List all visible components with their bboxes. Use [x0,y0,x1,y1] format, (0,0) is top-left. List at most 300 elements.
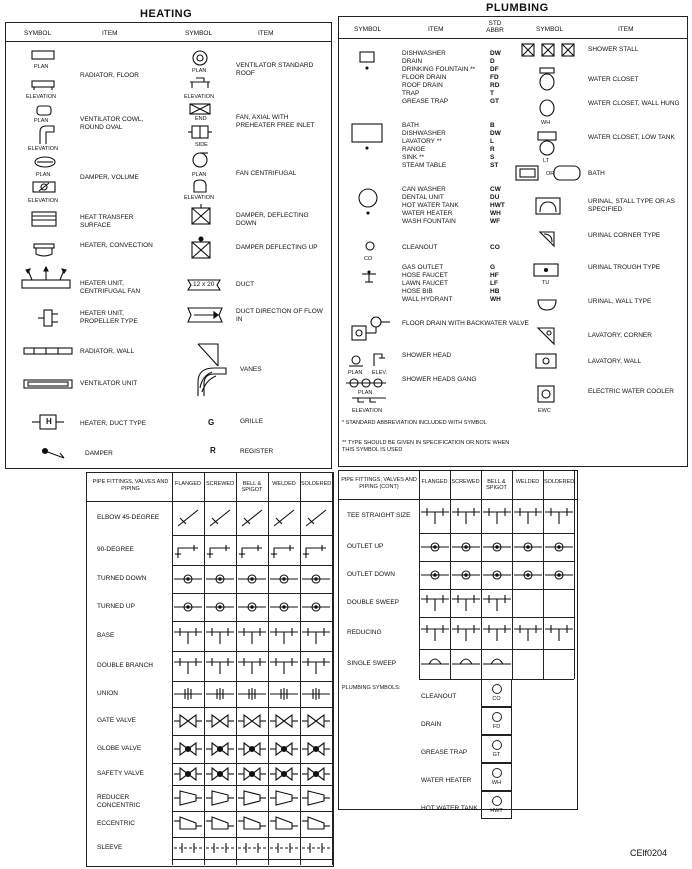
electric-water-cooler-icon [536,384,558,406]
fitting-tee-icon [450,593,482,613]
fittings-left-row-label: DOUBLE BRANCH [97,662,153,669]
fitting-circle-icon [419,537,451,557]
plumbing-item: FLOOR DRAIN [402,74,447,81]
plumbing-item-urinal-stall: URINAL, STALL TYPE OR AS SPECIFIED [588,198,675,213]
fitting-circle-icon [512,537,544,557]
lavatory-corner-icon [536,326,558,346]
plumbing-abbr: DU [490,194,500,201]
can-washer-circle-icon [354,186,382,218]
fitting-circle-icon [481,565,513,585]
fittings-row-rule [172,681,333,682]
plumbing-abbr: B [490,122,495,129]
fitting-tee-icon [172,626,204,646]
urinal-trough-icon [532,262,560,278]
fitting-diag-icon [300,508,332,528]
or-label: OR [546,171,555,177]
fitting-globe-icon [236,764,268,784]
plumbing-abbr: G [490,264,496,271]
plan-label: PLAN [36,172,51,178]
fan-centrifugal-elevation-icon [188,178,212,194]
heating-item-damper-volume: DAMPER, VOLUME [80,174,139,181]
fittings-left-col-header: SCREWED [205,481,235,487]
radiator-wall-icon [22,346,78,356]
fitting-diag-icon [204,508,236,528]
plumbing-item-bath: BATH [588,170,605,177]
fitting-tee-icon [481,506,513,526]
plumbing-item: CLEANOUT [402,244,438,251]
fitting-reducer-icon [204,788,236,808]
ventilator-unit-icon [22,378,78,390]
plumbing-abbr: S [490,154,495,161]
plumbing-symbols-label: PLUMBING SYMBOLS: [342,685,401,691]
elevation-label: ELEVATION [184,94,215,100]
plumbing-symbol-icon [492,796,502,806]
heater-convection-icon [32,242,56,260]
fittings-right-row-label: REDUCING [347,629,382,636]
plumbing-abbr: WF [490,218,501,225]
wh-label: WH [541,120,551,126]
plan-label: PLAN [348,370,363,376]
fitting-globe-icon [300,739,332,759]
urinal-stall-icon [534,196,564,216]
heating-item-ventilator-cowl: VENTILATOR COWL, ROUND OVAL [80,116,144,131]
plumbing-item: RANGE [402,146,426,153]
fitting-tee-icon [481,593,513,613]
fitting-union-icon [236,684,268,704]
fittings-right-col-header: BELL & SPIGOT [486,479,507,491]
fitting-union-icon [300,684,332,704]
fitting-circle-icon [450,565,482,585]
fittings-row-rule [339,499,577,500]
plumbing-item-wc-wall: WATER CLOSET, WALL HUNG [588,100,680,107]
fitting-tee-icon [512,506,544,526]
fitting-elbow-icon [204,540,236,560]
fitting-valve-icon [300,711,332,731]
fittings-row-rule [172,811,333,812]
plumbing-symbol-abbr: FD [492,724,501,730]
plumbing-item-lavatory-corner: LAVATORY, CORNER [588,332,652,339]
plumbing-abbr: CW [490,186,501,193]
grille-symbol: G [208,418,215,427]
heating-item-vanes: VANES [240,366,262,373]
fitting-ecc-icon [204,814,236,834]
plumbing-abbr: HB [490,288,500,295]
plumbing-note-2: ** TYPE SHOULD BE GIVEN IN SPECIFICATION OR NOTE WHEN THIS SYMBOL IS USED [342,440,510,453]
fittings-row-rule [172,651,333,652]
vanes-icon [196,340,232,400]
damper-deflecting-down-icon [190,204,214,226]
fitting-circle-icon [300,597,332,617]
fittings-right-header: PIPE FITTINGS, VALVES AND PIPING (CONT) [341,477,417,490]
shower-heads-gang-elevation-icon [350,396,390,408]
heating-item-damper-up: DAMPER DEFLECTING UP [236,244,318,251]
heating-item-grille: GRILLE [240,418,264,425]
fittings-row-rule [172,621,333,622]
heating-symbol-header-2: SYMBOL [185,30,213,37]
fittings-left-col-header: WELDED [272,481,296,487]
plumbing-symbol-icon [492,768,502,778]
fittings-left-row-label: GATE VALVE [97,717,137,724]
plumbing-header-rule [339,38,687,39]
heat-transfer-surface-icon [30,210,60,230]
ventilator-cowl-elevation-icon [34,124,58,146]
plumbing-symbol-icon [492,684,502,694]
fittings-left-row-label: UNION [97,690,118,697]
fitting-valve-icon [236,711,268,731]
plumbing-abbr: ST [490,162,499,169]
fitting-globe-icon [300,764,332,784]
fitting-sleeve-icon [300,838,332,858]
plumbing-abbr: R [490,146,495,153]
heating-item-header: ITEM [102,30,118,37]
fittings-row-rule [172,565,333,566]
fitting-tee-icon [300,626,332,646]
fitting-circle-icon [419,565,451,585]
heater-duct-h-label: H [46,417,52,426]
fitting-sweep-icon [419,654,451,674]
plumbing-item-water-cooler: ELECTRIC WATER COOLER [588,388,674,395]
gas-outlet-icon [360,268,378,286]
plumbing-item: ROOF DRAIN [402,82,443,89]
damper-volume-elevation-icon [30,180,60,196]
fitting-valve-icon [268,711,300,731]
heating-item-heater-duct: HEATER, DUCT TYPE [80,420,147,427]
fittings-left-row-label: GLOBE VALVE [97,745,142,752]
heating-item-heat-transfer: HEAT TRANSFER SURFACE [80,214,134,229]
plumbing-symbol-abbr: HWT [490,808,503,814]
plumbing-item: LAWN FAUCET [402,280,448,287]
elevation-label: ELEVATION [28,198,59,204]
fitting-ecc-icon [236,814,268,834]
plumbing-item: GAS OUTLET [402,264,444,271]
fan-centrifugal-plan-icon [190,150,210,170]
fittings-left-col-header: SOLDERED [301,481,332,487]
heating-item-damper: DAMPER [85,450,113,457]
fan-axial-end-icon [186,102,214,116]
plan-label: PLAN [192,172,207,178]
heating-symbol-header: SYMBOL [24,30,52,37]
plumbing-item: DRAIN [402,58,423,65]
plumbing-abbr: HF [490,272,499,279]
bath-rect-icon [348,122,388,152]
fitting-globe-icon [268,764,300,784]
plan-label: PLAN [192,68,207,74]
plumbing-abbr: D [490,58,495,65]
fitting-tee-icon [172,656,204,676]
cleanout-icon [362,240,378,254]
heating-item-centrifugal-fan: HEATER UNIT, CENTRIFUGAL FAN [80,280,141,295]
fittings-left-row-label: SAFETY VALVE [97,770,144,777]
fitting-circle-icon [268,569,300,589]
fittings-left-row-label: SLEEVE [97,844,123,851]
fitting-tee-icon [419,623,451,643]
fitting-circle-icon [172,597,204,617]
plumbing-item-urinal-trough: URINAL TROUGH TYPE [588,264,661,271]
heater-centrifugal-fan-icon [18,266,74,292]
heating-item-register: REGISTER [240,448,274,455]
fitting-diag-icon [172,508,204,528]
plumbing-item: HOSE FAUCET [402,272,448,279]
fitting-elbow-icon [300,540,332,560]
fitting-reducer-icon [300,788,332,808]
fittings-left-row-label: BASE [97,632,115,639]
plumbing-title: PLUMBING [486,2,549,14]
plumbing-item: TRAP [402,90,420,97]
fittings-left-row-label: 90-DEGREE [97,546,134,553]
plumbing-item: WATER HEATER [402,210,453,217]
plumbing-symbol-header-2: SYMBOL [536,26,564,33]
plumbing-symbol-abbr: GT [492,752,501,758]
fitting-sweep-icon [481,654,513,674]
fitting-tee-icon [204,656,236,676]
heating-item-duct: DUCT [236,281,255,288]
plumbing-abbr: LF [490,280,498,287]
plumbing-item-urinal-wall: URINAL, WALL TYPE [588,298,652,305]
fitting-union-icon [172,684,204,704]
fitting-tee-icon [450,506,482,526]
plumbing-symbol-label: DRAIN [421,721,442,728]
fittings-row-rule [419,649,574,650]
fittings-row-rule [419,533,574,534]
plumbing-item-lavatory-wall: LAVATORY, WALL [588,358,642,365]
heating-item-radiator-floor: RADIATOR, FLOOR [80,72,139,79]
fittings-row-rule [172,859,333,860]
plumbing-item: DISHWASHER [402,50,446,57]
ventilator-roof-elevation-icon [188,76,212,92]
fitting-tee-icon [419,593,451,613]
plumbing-abbr: HWT [490,202,505,209]
plumbing-abbr: L [490,138,494,145]
heating-item-ventilator-roof: VENTILATOR STANDARD ROOF [236,62,314,77]
plumbing-symbol-icon [492,712,502,722]
fittings-right-col-header: FLANGED [421,479,448,485]
fitting-tee-icon [543,623,575,643]
plumbing-abbr: T [490,90,494,97]
plumbing-item: WALL HYDRANT [402,296,453,303]
fitting-globe-icon [172,764,204,784]
plumbing-item: SINK ** [402,154,425,161]
fitting-tee-icon [204,626,236,646]
fitting-sleeve-icon [172,838,204,858]
plumbing-item: WASH FOUNTAIN [402,218,456,225]
fittings-right-row-label: TEE STRAIGHT SIZE [347,512,411,519]
fittings-left-row-label: TURNED DOWN [97,575,147,582]
fitting-diag-icon [236,508,268,528]
plumbing-item: HOT WATER TANK [402,202,459,209]
fittings-row-rule [419,589,574,590]
plumbing-note-1: * STANDARD ABBREVIATION INCLUDED WITH SYMBOL [342,420,487,426]
plumbing-abbr: RD [490,82,500,89]
urinal-wall-icon [536,296,560,312]
urinal-corner-icon [538,230,558,248]
fittings-right-col-header: SCREWED [451,479,480,485]
plumbing-symbol-icon [492,740,502,750]
elevation-label: ELEVATION [184,195,215,201]
fitting-reducer-icon [268,788,300,808]
shower-heads-gang-icon [344,376,388,390]
fitting-circle-icon [236,569,268,589]
plumbing-abbr: DW [490,50,501,57]
fitting-tee-icon [268,626,300,646]
fittings-left-row-label: ELBOW 45-DEGREE [97,514,160,521]
fitting-tee-icon [419,506,451,526]
fittings-right-col-header: WELDED [515,479,540,485]
heating-item-damper-down: DAMPER, DEFLECTING DOWN [236,212,309,227]
figure-id: CElf0204 [630,848,668,858]
tu-label: TU [542,280,550,286]
plumbing-std-header: STD ABBR [486,20,504,34]
fittings-right-row-label: OUTLET UP [347,543,384,550]
side-label: SIDE [195,142,208,148]
fitting-elbow-icon [268,540,300,560]
heating-item-heater-convection: HEATER, CONVECTION [80,242,153,249]
fitting-valve-icon [204,711,236,731]
fitting-circle-icon [300,569,332,589]
fittings-left-header: PIPE FITTINGS, VALVES AND PIPING [92,479,169,492]
fan-axial-side-icon [186,124,214,140]
plumbing-symbol-label: GREASE TRAP [421,749,468,756]
plumbing-item-water-closet: WATER CLOSET [588,76,639,83]
fittings-col-rule [332,473,333,865]
lt-label: LT [543,158,550,164]
fitting-circle-icon [204,569,236,589]
plumbing-item: GREASE TRAP [402,98,449,105]
plumbing-item: FLOOR DRAIN WITH BACKWATER VALVE [402,320,529,327]
fittings-right-col-header: SOLDERED [544,479,575,485]
plan-label: PLAN [358,390,373,396]
fitting-ecc-icon [268,814,300,834]
fitting-diag-icon [268,508,300,528]
elevation-label: ELEVATION [352,408,383,414]
heating-item-radiator-wall: RADIATOR, WALL [80,348,135,355]
fitting-sleeve-icon [268,838,300,858]
fittings-left-row-label: TURNED UP [97,603,135,610]
damper-volume-plan-icon [30,156,60,170]
heating-item-fan-centrifugal: FAN CENTRIFUGAL [236,170,297,177]
radiator-floor-plan-icon [30,50,60,62]
plumbing-abbr: WH [490,296,501,303]
ventilator-roof-plan-icon [190,50,210,68]
plumbing-symbol-label: HOT WATER TANK [421,805,478,812]
fitting-tee-icon [236,656,268,676]
elevation-label: ELEVATION [26,94,57,100]
shower-stall-icon [520,42,580,58]
heating-item-duct-flow: DUCT DIRECTION OF FLOW IN [236,308,323,323]
duct-flow-icon [184,306,228,324]
fitting-elbow-icon [236,540,268,560]
plumbing-item: DENTAL UNIT [402,194,444,201]
plumbing-item-header-2: ITEM [618,26,634,33]
fitting-sleeve-icon [236,838,268,858]
fitting-tee-icon [481,623,513,643]
fitting-reducer-icon [172,788,204,808]
ventilator-cowl-plan-icon [34,104,54,118]
fittings-left-col-header: FLANGED [175,481,201,487]
water-closet-low-tank-icon [536,130,558,158]
fitting-tee-icon [512,623,544,643]
plumbing-item-shower-stall: SHOWER STALL [588,46,639,53]
fitting-tee-icon [300,656,332,676]
fitting-circle-icon [268,597,300,617]
fitting-sweep-icon [450,654,482,674]
water-closet-wall-hung-icon [536,98,558,120]
plumbing-item-header: ITEM [428,26,444,33]
damper-icon [40,446,70,462]
end-label: END [195,116,207,122]
heater-propeller-icon [36,306,60,330]
lavatory-wall-icon [534,352,560,370]
plumbing-item: SHOWER HEAD [402,352,452,359]
plumbing-item: DISHWASHER [402,130,446,137]
fittings-row-rule [172,785,333,786]
shower-head-icon [346,350,390,372]
radiator-floor-elevation-icon [30,80,60,92]
plumbing-item-wc-low-tank: WATER CLOSET, LOW TANK [588,134,675,141]
fitting-ecc-icon [300,814,332,834]
plumbing-item: DRINKING FOUNTAIN ** [402,66,476,73]
fittings-left-col-header: BELL & SPIGOT [241,481,263,493]
fittings-row-rule [172,535,333,536]
elev-label: ELEV. [372,370,388,376]
fitting-circle-icon [512,565,544,585]
fitting-circle-icon [204,597,236,617]
fitting-tee-icon [543,506,575,526]
heating-item-propeller: HEATER UNIT, PROPELLER TYPE [80,310,138,325]
plumbing-symbol-abbr: CO [492,696,501,702]
fitting-sleeve-icon [204,838,236,858]
fitting-circle-icon [236,597,268,617]
fitting-ecc-icon [172,814,204,834]
plumbing-item-urinal-corner: URINAL CORNER TYPE [588,232,661,239]
fittings-right-row-label: SINGLE SWEEP [347,660,397,667]
fitting-union-icon [268,684,300,704]
fitting-circle-icon [172,569,204,589]
ewc-label: EWC [538,408,551,414]
plumbing-item: LAVATORY ** [402,138,442,145]
plumbing-symbol-abbr: WH [491,780,502,786]
fitting-circle-icon [450,537,482,557]
fitting-union-icon [204,684,236,704]
plumbing-abbr: DF [490,66,499,73]
fitting-globe-icon [204,739,236,759]
fitting-globe-icon [172,739,204,759]
fitting-globe-icon [268,739,300,759]
fittings-row-rule [87,501,333,502]
register-symbol: R [210,446,216,455]
plumbing-symbol-header: SYMBOL [354,26,382,33]
plumbing-abbr: DW [490,130,501,137]
plumbing-item: SHOWER HEADS GANG [402,376,477,383]
heating-item-ventilator-unit: VENTILATOR UNIT [80,380,138,387]
plumbing-item: STEAM TABLE [402,162,447,169]
fitting-tee-icon [236,626,268,646]
elevation-label: ELEVATION [28,146,59,152]
fitting-circle-icon [543,537,575,557]
fitting-tee-icon [268,656,300,676]
fittings-row-rule [419,561,574,562]
plan-label: PLAN [34,118,49,124]
duct-size-label: 12 x 20 [193,281,215,288]
plumbing-item: BATH [402,122,419,129]
fitting-elbow-icon [172,540,204,560]
fitting-circle-icon [481,537,513,557]
co-label: CO [364,256,373,262]
fittings-row-rule [172,593,333,594]
plumbing-abbr: CO [490,244,500,251]
dishwasher-square-icon [356,50,380,72]
fittings-row-rule [419,617,574,618]
fittings-row-rule [172,735,333,736]
